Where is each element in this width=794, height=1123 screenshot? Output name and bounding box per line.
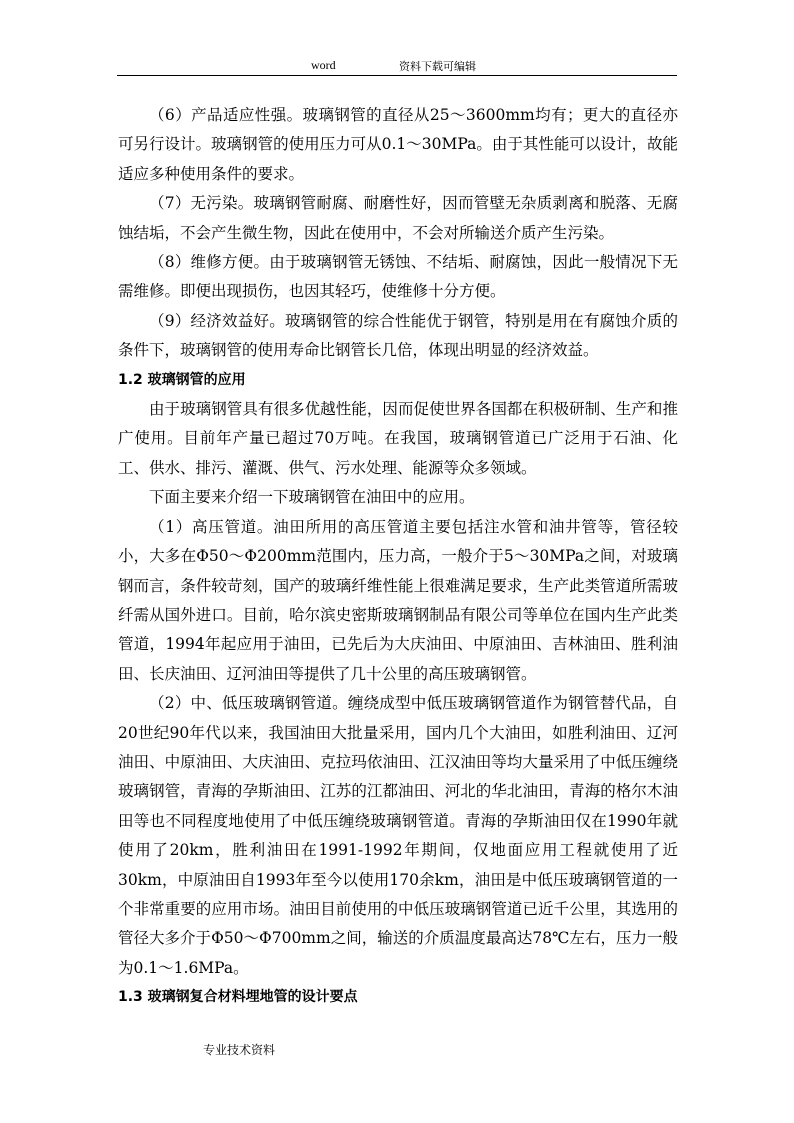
page-footer: 专业技术资料 [203, 1043, 276, 1057]
paragraph-low-pressure: （2）中、低压玻璃钢管道。缠绕成型中低压玻璃钢管道作为钢管替代品，自20世纪90年代以来，我国油田大批量采用，国内几个大油田，如胜利油田、辽河油田、中原油田、大庆油田、克拉玛依油田、江汉油田等均大量采用了中低压缠绕玻璃钢管，青海的孕斯油田、江苏的江都油田、河北的华北油田，青海的格尔木油田等也不同程度地使用了中低压缠绕玻璃钢管道。青海的孕斯油田仅在1990年就使用了20km，胜利油田在1991-1992年期间，仅地面应用工程就使用了近30km，中原油田自1993年至今以使用170余km，油田是中低压玻璃钢管道的一个非常重要的应用市场。油田目前使用的中低压玻璃钢管道已近千公里，其选用的管径大多介于Φ50～Φ700mm之间，输送的介质温度最高达78℃左右，压力一般为0.1～1.6MPa。 [118, 694, 678, 977]
header-word: word [311, 58, 336, 72]
paragraph-oilfield-intro: 下面主要来介绍一下玻璃钢管在油田中的应用。 [149, 488, 475, 507]
paragraph-application-intro: 由于玻璃钢管具有很多优越性能，因而促使世界各国都在积极研制、生产和推广使用。目前年产量已超过70万吨。在我国，玻璃钢管道已广泛用于石油、化工、供水、排污、灌溉、供气、污水处理、能源等众多领域。 [118, 400, 678, 477]
section-heading-1-3: 1.3 玻璃钢复合材料埋地管的设计要点 [118, 989, 358, 1006]
paragraph-high-pressure: （1）高压管道。油田所用的高压管道主要包括注水管和油井管等，管径较小，大多在Φ50～Φ200mm范围内，压力高，一般介于5～30MPa之间，对玻璃钢而言，条件较苛刻，国产的玻璃纤维性能上很难满足要求，生产此类管道所需玻纤需从国外进口。目前，哈尔滨史密斯玻璃钢制品有限公司等单位在国内生产此类管道，1994年起应用于油田，已先后为大庆油田、中原油田、吉林油田、胜利油田、长庆油田、辽河油田等提供了几十公里的高压玻璃钢管。 [118, 517, 678, 683]
paragraph-8: （8）维修方便。由于玻璃钢管无锈蚀、不结垢、耐腐蚀，因此一般情况下无需维修。即便出现损伤，也因其轻巧，使维修十分方便。 [118, 253, 678, 301]
page-header [117, 57, 677, 76]
header-note: 资料下载可编辑 [399, 60, 476, 73]
paragraph-6: （6）产品适应性强。玻璃钢管的直径从25～3600mm均有；更大的直径亦可另行设计。玻璃钢管的使用压力可从0.1～30MPa。由于其性能可以设计，故能适应多种使用条件的要求。 [118, 106, 678, 183]
document-body [118, 101, 678, 1013]
paragraph-7: （7）无污染。玻璃钢管耐腐、耐磨性好，因而管壁无杂质剥离和脱落、无腐蚀结垢，不会产生微生物，因此在使用中，不会对所输送介质产生污染。 [118, 194, 678, 242]
paragraph-9: （9）经济效益好。玻璃钢管的综合性能优于钢管，特别是用在有腐蚀介质的条件下，玻璃钢管的使用寿命比钢管长几倍，体现出明显的经济效益。 [118, 311, 678, 360]
section-heading-1-2: 1.2 玻璃钢管的应用 [118, 371, 246, 388]
